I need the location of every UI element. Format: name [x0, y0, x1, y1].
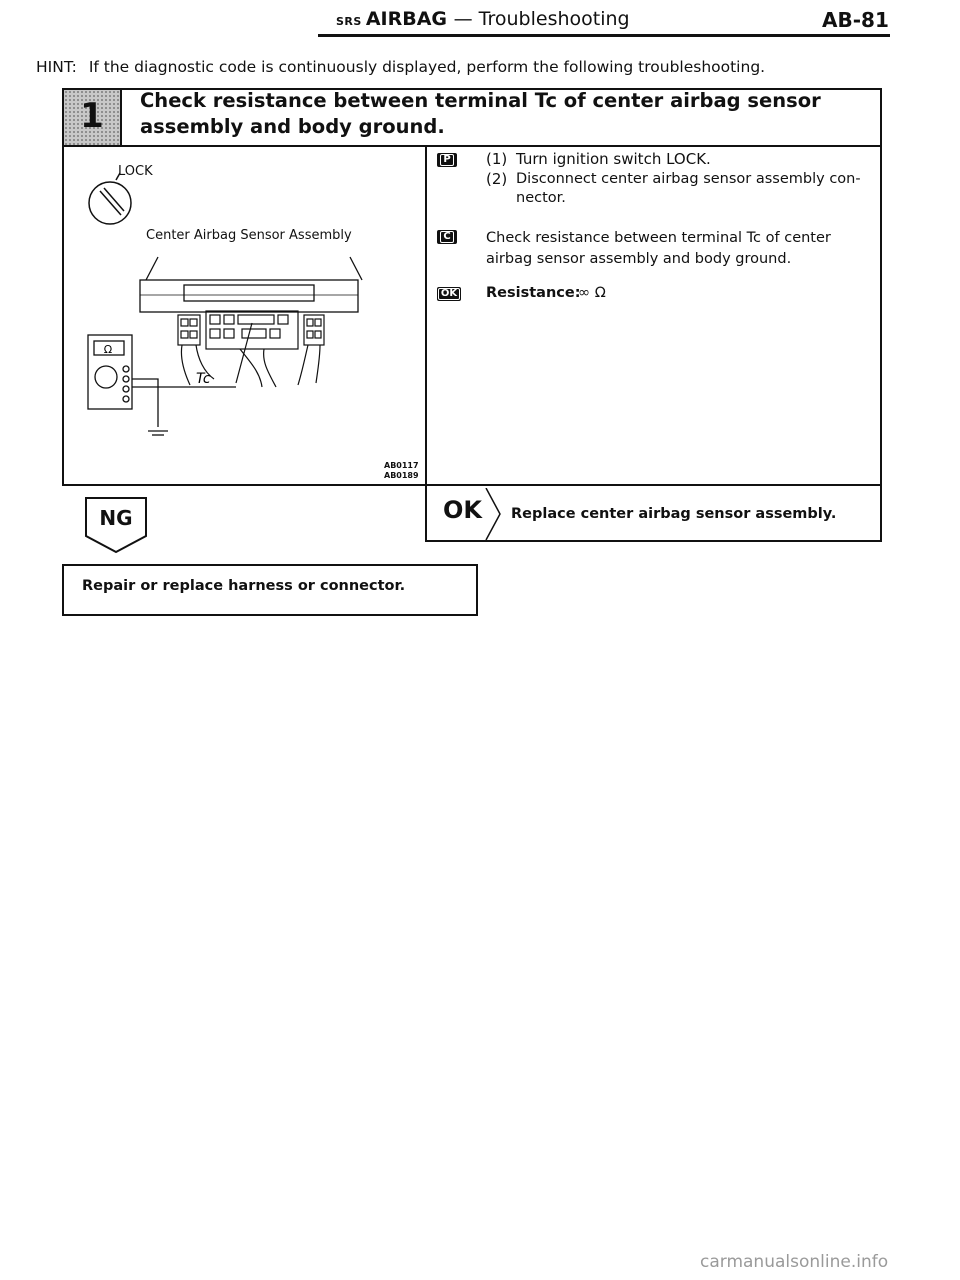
hint-label: HINT:	[36, 58, 77, 76]
page-header-title	[336, 8, 630, 30]
ok-tag: OK	[443, 496, 482, 524]
lock-label: LOCK	[118, 164, 153, 179]
terminal-label: Tc	[196, 371, 211, 387]
step-1-number: (1)	[486, 150, 508, 168]
hint-text: If the diagnostic code is continuously displayed, perform the following troubleshooting.	[88, 58, 766, 76]
meter-symbol: Ω	[103, 343, 113, 356]
ok-criteria-label: Resistance:	[486, 285, 581, 301]
ignition-key-icon	[89, 173, 131, 224]
ok-arrow-icon	[484, 488, 504, 540]
header-rule	[318, 34, 890, 37]
page-number: AB-81	[822, 8, 889, 32]
column-divider	[425, 145, 427, 486]
step-2-text: Disconnect center airbag sensor assembly con-nector.	[516, 171, 861, 206]
step-2-number: (2)	[486, 170, 508, 188]
srs-label: SRS	[336, 15, 362, 28]
ng-tag: NG	[99, 506, 133, 530]
assembly-label: Center Airbag Sensor Assembly	[146, 228, 352, 243]
hint	[36, 58, 765, 76]
check-badge: C	[437, 230, 457, 244]
ok-action: Replace center airbag sensor assembly.	[511, 506, 837, 522]
figure-code: AB0189	[384, 471, 419, 480]
ok-badge: OK	[437, 287, 461, 301]
step-1-text: Turn ignition switch LOCK.	[516, 150, 711, 168]
step-number: 1	[80, 96, 104, 136]
sensor-assembly-drawing	[140, 257, 362, 312]
check-text: Check resistance between terminal Tc of center airbag sensor assembly and body ground.	[486, 230, 831, 267]
figure-code: AB0117	[384, 461, 419, 470]
header-title: AIRBAG	[365, 8, 448, 30]
header-subtitle: — Troubleshooting	[453, 8, 630, 30]
ng-action: Repair or replace harness or connector.	[82, 578, 406, 594]
step-title: Check resistance between terminal Tc of center airbag sensor assembly and body ground.	[140, 89, 821, 138]
ok-criteria-value: ∞ Ω	[578, 285, 606, 301]
watermark: carmanualsonline.info	[700, 1252, 889, 1272]
prepare-badge: P	[437, 153, 457, 167]
wiring-illustration	[64, 147, 424, 485]
